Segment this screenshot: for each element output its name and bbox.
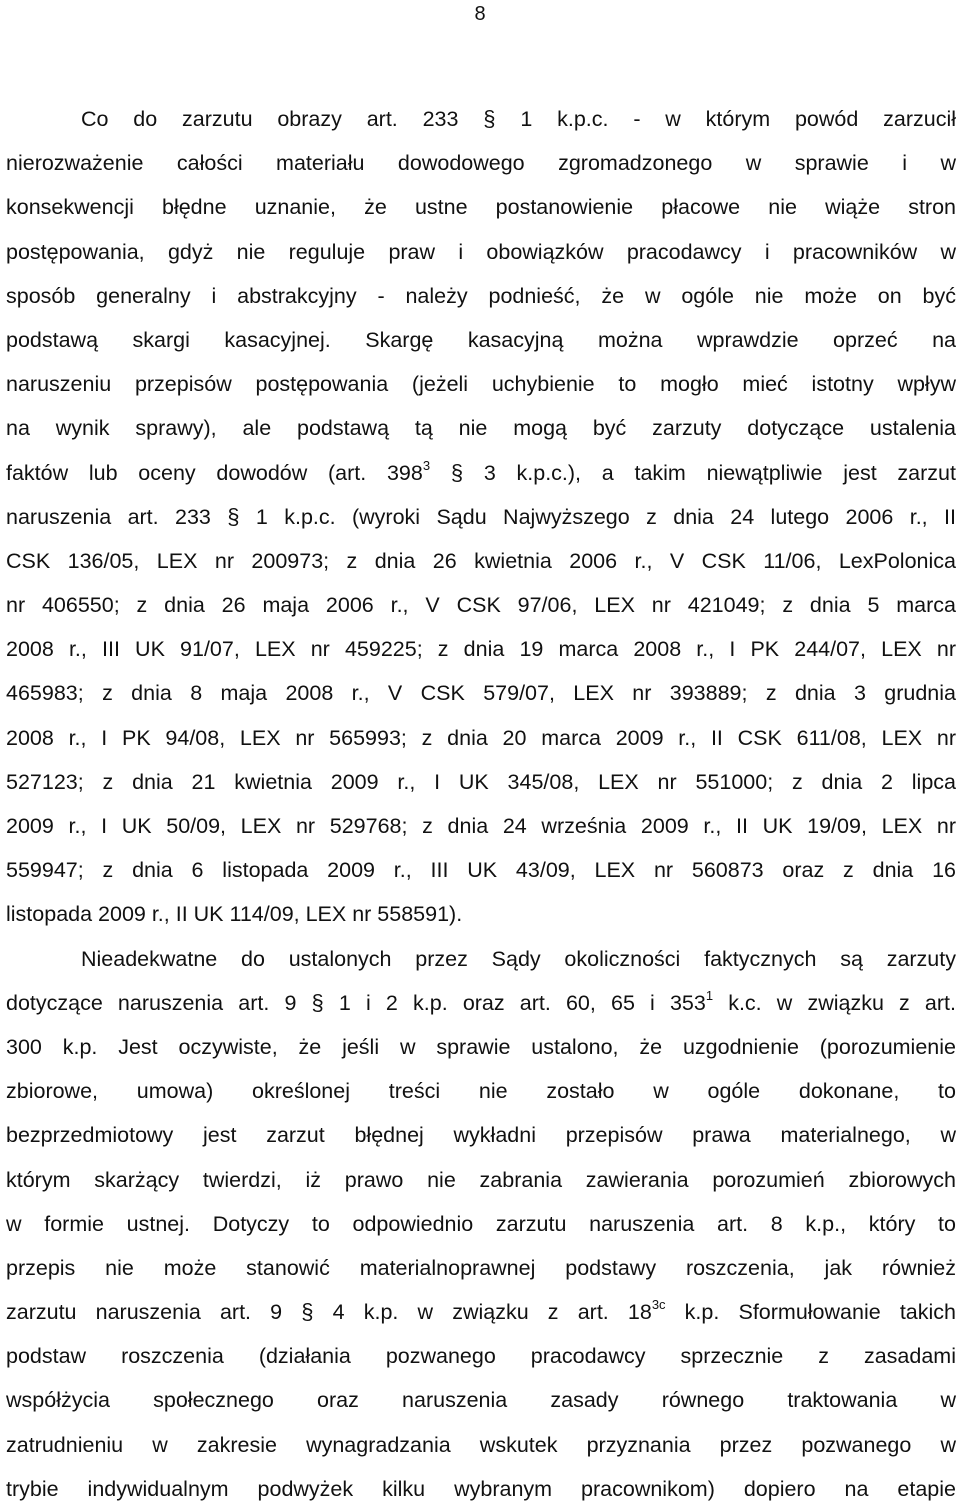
- text-line: naruszenia art. 233 § 1 k.p.c. (wyroki Sądu Najwyższego z dnia 24 lutego 2006 r., II: [6, 503, 956, 529]
- text-line: sposób generalny i abstrakcyjny - należy podnieść, że w ogóle nie może on być: [6, 283, 956, 308]
- text-line: listopada 2009 r., II UK 114/09, LEX nr 558591).: [6, 902, 463, 927]
- text-line: postępowania, gdyż nie reguluje praw i obowiązków pracodawcy i pracowników w: [6, 239, 956, 264]
- text-line: współżycia społecznego oraz naruszenia zasady równego traktowania w: [6, 1388, 956, 1413]
- text-line: bezprzedmiotowy jest zarzut błędnej wykładni przepisów prawa materialnego, w: [6, 1123, 956, 1148]
- text-line: Nieadekwatne do ustalonych przez Sądy okoliczności faktycznych są zarzuty: [81, 946, 956, 971]
- text-line: podstawą skargi kasacyjnej. Skargę kasacyjną można wprawdzie oprzeć na: [6, 327, 956, 352]
- page-number: 8: [474, 3, 486, 25]
- text-line: dotyczące naruszenia art. 9 § 1 i 2 k.p. oraz art. 60, 65 i $353^1$ k.c. w związku z art.: [6, 987, 956, 1015]
- superscript: 3c: [651, 1297, 666, 1313]
- text-line: trybie indywidualnym podwyżek kilku wybranym pracownikom) dopiero na etapie: [6, 1476, 956, 1501]
- text-line: zbiorowe, umowa) określonej treści nie zostało w ogóle dokonane, to: [6, 1079, 956, 1104]
- text-line: w formie ustnej. Dotyczy to odpowiednio zarzutu naruszenia art. 8 k.p., który to: [6, 1211, 956, 1236]
- text-line: 559947; z dnia 6 listopada 2009 r., III UK 43/09, LEX nr 560873 oraz z dnia 16: [6, 858, 956, 883]
- text-line: CSK 136/05, LEX nr 200973; z dnia 26 kwietnia 2006 r., V CSK 11/06, LexPolonica: [6, 548, 956, 573]
- text-line: Co do zarzutu obrazy art. 233 § 1 k.p.c. - w którym powód zarzucił: [81, 106, 956, 131]
- text-line: naruszeniu przepisów postępowania (jeżeli uchybienie to mogło mieć istotny wpływ: [6, 372, 956, 397]
- text-line: nr 406550; z dnia 26 maja 2006 r., V CSK 97/06, LEX nr 421049; z dnia 5 marca: [6, 593, 956, 618]
- text-line: 300 k.p. Jest oczywiste, że jeśli w sprawie ustalono, że uzgodnienie (porozumienie: [6, 1034, 956, 1059]
- text-line: 2008 r., I PK 94/08, LEX nr 565993; z dnia 20 marca 2009 r., II CSK 611/08, LEX nr: [6, 725, 956, 750]
- text-line: nierozważenie całości materiału dowodowego zgromadzonego w sprawie i w: [6, 151, 956, 176]
- text-line: faktów lub oceny dowodów (art. $398^3$ § 3 k.p.c.), a takim niewątpliwie jest zarzut: [6, 457, 956, 485]
- text-line: którym skarżący twierdzi, iż prawo nie zabrania zawierania porozumień zbiorowych: [6, 1167, 956, 1192]
- text-line: zarzutu naruszenia art. 9 § 4 k.p. w związku z art. $18^{3c}$ k.p. Sformułowanie takich: [6, 1297, 956, 1325]
- text-line: 527123; z dnia 21 kwietnia 2009 r., I UK 345/08, LEX nr 551000; z dnia 2 lipca: [6, 769, 956, 794]
- text-line: przepis nie może stanowić materialnoprawnej podstawy roszczenia, jak również: [6, 1255, 956, 1280]
- text-line: konsekwencji błędne uznanie, że ustne postanowienie płacowe nie wiąże stron: [6, 195, 956, 220]
- text-line: na wynik sprawy), ale podstawą tą nie mogą być zarzuty dotyczące ustalenia: [6, 416, 956, 441]
- superscript: 3: [422, 457, 431, 473]
- text-line: zatrudnieniu w zakresie wynagradzania wskutek przyznania przez pozwanego w: [6, 1432, 956, 1457]
- document-body: [6, 97, 956, 1511]
- text-line: 2008 r., III UK 91/07, LEX nr 459225; z dnia 19 marca 2008 r., I PK 244/07, LEX nr: [6, 637, 956, 662]
- superscript: 1: [705, 987, 714, 1003]
- text-line: podstaw roszczenia (działania pozwanego pracodawcy sprzecznie z zasadami: [6, 1344, 956, 1369]
- text-line: 2009 r., I UK 50/09, LEX nr 529768; z dnia 24 września 2009 r., II UK 19/09, LEX nr: [6, 814, 956, 838]
- text-line: 465983; z dnia 8 maja 2008 r., V CSK 579/07, LEX nr 393889; z dnia 3 grudnia: [6, 681, 956, 706]
